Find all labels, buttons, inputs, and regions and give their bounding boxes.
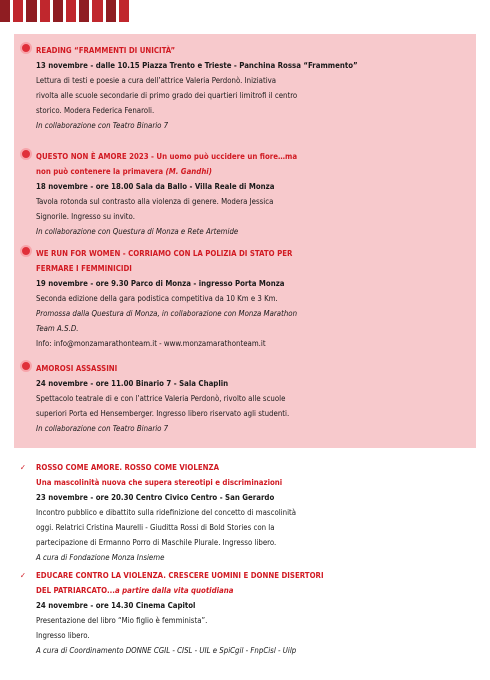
event-title: WE RUN FOR WOMEN - CORRIAMO CON LA POLIZIA DI STATO PER (20, 245, 476, 261)
event-title-cont: FERMARE I FEMMINICIDI (36, 264, 132, 273)
event-credit: In collaborazione con Teatro Binario 7 (36, 424, 169, 433)
event-title: READING “FRAMMENTI DI UNICITÀ” (20, 42, 476, 58)
event-body-line: Incontro pubblico e dibattito sulla ridefinizione del concetto di mascolinità (36, 508, 297, 517)
rose-icon (20, 42, 32, 54)
event-body-line: rivolta alle scuole secondarie di primo grado dei quartieri limitrofi il centro (36, 91, 298, 100)
event-credit: In collaborazione con Teatro Binario 7 (36, 121, 169, 130)
event-body-line: storico. Modera Federica Fenaroli. (36, 106, 155, 115)
event-when: 13 novembre - dalle 10.15 Piazza Trento e Trieste - Panchina Rossa “Frammento” (36, 61, 358, 70)
event-when: 24 novembre - ore 14.30 Cinema Capitol (36, 601, 196, 610)
event-title: AMOROSI ASSASSINI (20, 360, 476, 376)
event-body-line: superiori Porta ed Hensemberger. Ingresso libero riservato agli studenti. (36, 409, 290, 418)
event-title-cont: DEL PATRIARCATO...a partire dalla vita quotidiana (36, 586, 234, 595)
event-we-run-for-women (20, 245, 476, 351)
event-rosso-come-amore (20, 460, 476, 565)
event-body-line: oggi. Relatrici Cristina Maurelli - Giuditta Rossi di Bold Stories con la (36, 523, 275, 532)
rose-icon (20, 148, 32, 160)
event-credit: Team A.S.D. (36, 324, 79, 333)
event-credit: Promossa dalla Questura di Monza, in collaborazione con Monza Marathon (36, 309, 298, 318)
event-title: ✓ ROSSO COME AMORE. ROSSO COME VIOLENZA (20, 460, 476, 475)
event-when: 19 novembre - ore 9.30 Parco di Monza - ingresso Porta Monza (36, 279, 285, 288)
event-title-cont: non può contenere la primavera (M. Gandhi) (36, 167, 212, 176)
event-when: 18 novembre - ore 18.00 Sala da Ballo - Villa Reale di Monza (36, 182, 275, 191)
event-body-line: Tavola rotonda sul contrasto alla violenza di genere. Modera Jessica (36, 197, 274, 206)
event-when: 24 novembre - ore 11.00 Binario 7 - Sala Chaplin (36, 379, 229, 388)
event-body-line: Signorile. Ingresso su invito. (36, 212, 135, 221)
rose-icon (20, 360, 32, 372)
event-credit: A cura di Fondazione Monza Insieme (36, 553, 165, 562)
event-credit: A cura di Coordinamento DONNE CGIL - CISL - UIL e SpiCgil - FnpCisl - Uilp (36, 646, 297, 655)
decorative-header-strip (0, 0, 132, 22)
event-body-line: Spettacolo teatrale di e con l’attrice Valeria Perdonò, rivolto alle scuole (36, 394, 286, 403)
event-reading (20, 42, 476, 133)
event-info: Info: info@monzamarathonteam.it - www.monzamarathonteam.it (36, 339, 266, 348)
event-subtitle: Una mascolinità nuova che supera stereotipi e discriminazioni (36, 478, 283, 487)
checkmark-icon: ✓ (20, 463, 26, 472)
event-credit: In collaborazione con Questura di Monza e Rete Artemide (36, 227, 239, 236)
event-body-line: Presentazione del libro “Mio figlio è femminista”. (36, 616, 208, 625)
event-body-line: Seconda edizione della gara podistica competitiva da 10 Km e 3 Km. (36, 294, 278, 303)
event-title-quote: a partire dalla vita quotidiana (114, 586, 234, 595)
event-body-line: partecipazione di Ermanno Porro di Maschile Plurale. Ingresso libero. (36, 538, 277, 547)
event-when: 23 novembre - ore 20.30 Centro Civico Centro - San Gerardo (36, 493, 275, 502)
event-body-line: Lettura di testi e poesie a cura dell’attrice Valeria Perdonò. Iniziativa (36, 76, 277, 85)
event-amorosi-assassini (20, 360, 476, 436)
event-body-line: Ingresso libero. (36, 631, 90, 640)
event-title: QUESTO NON È AMORE 2023 - Un uomo può uccidere un fiore…ma (20, 148, 476, 164)
rose-icon (20, 245, 32, 257)
event-educare-contro-la-violenza (20, 568, 476, 658)
event-title-quote: (M. Gandhi) (165, 167, 212, 176)
event-questo-non-e-amore (20, 148, 476, 239)
event-title: ✓ EDUCARE CONTRO LA VIOLENZA. CRESCERE UOMINI E DONNE DISERTORI (20, 568, 476, 583)
checkmark-icon: ✓ (20, 571, 26, 580)
